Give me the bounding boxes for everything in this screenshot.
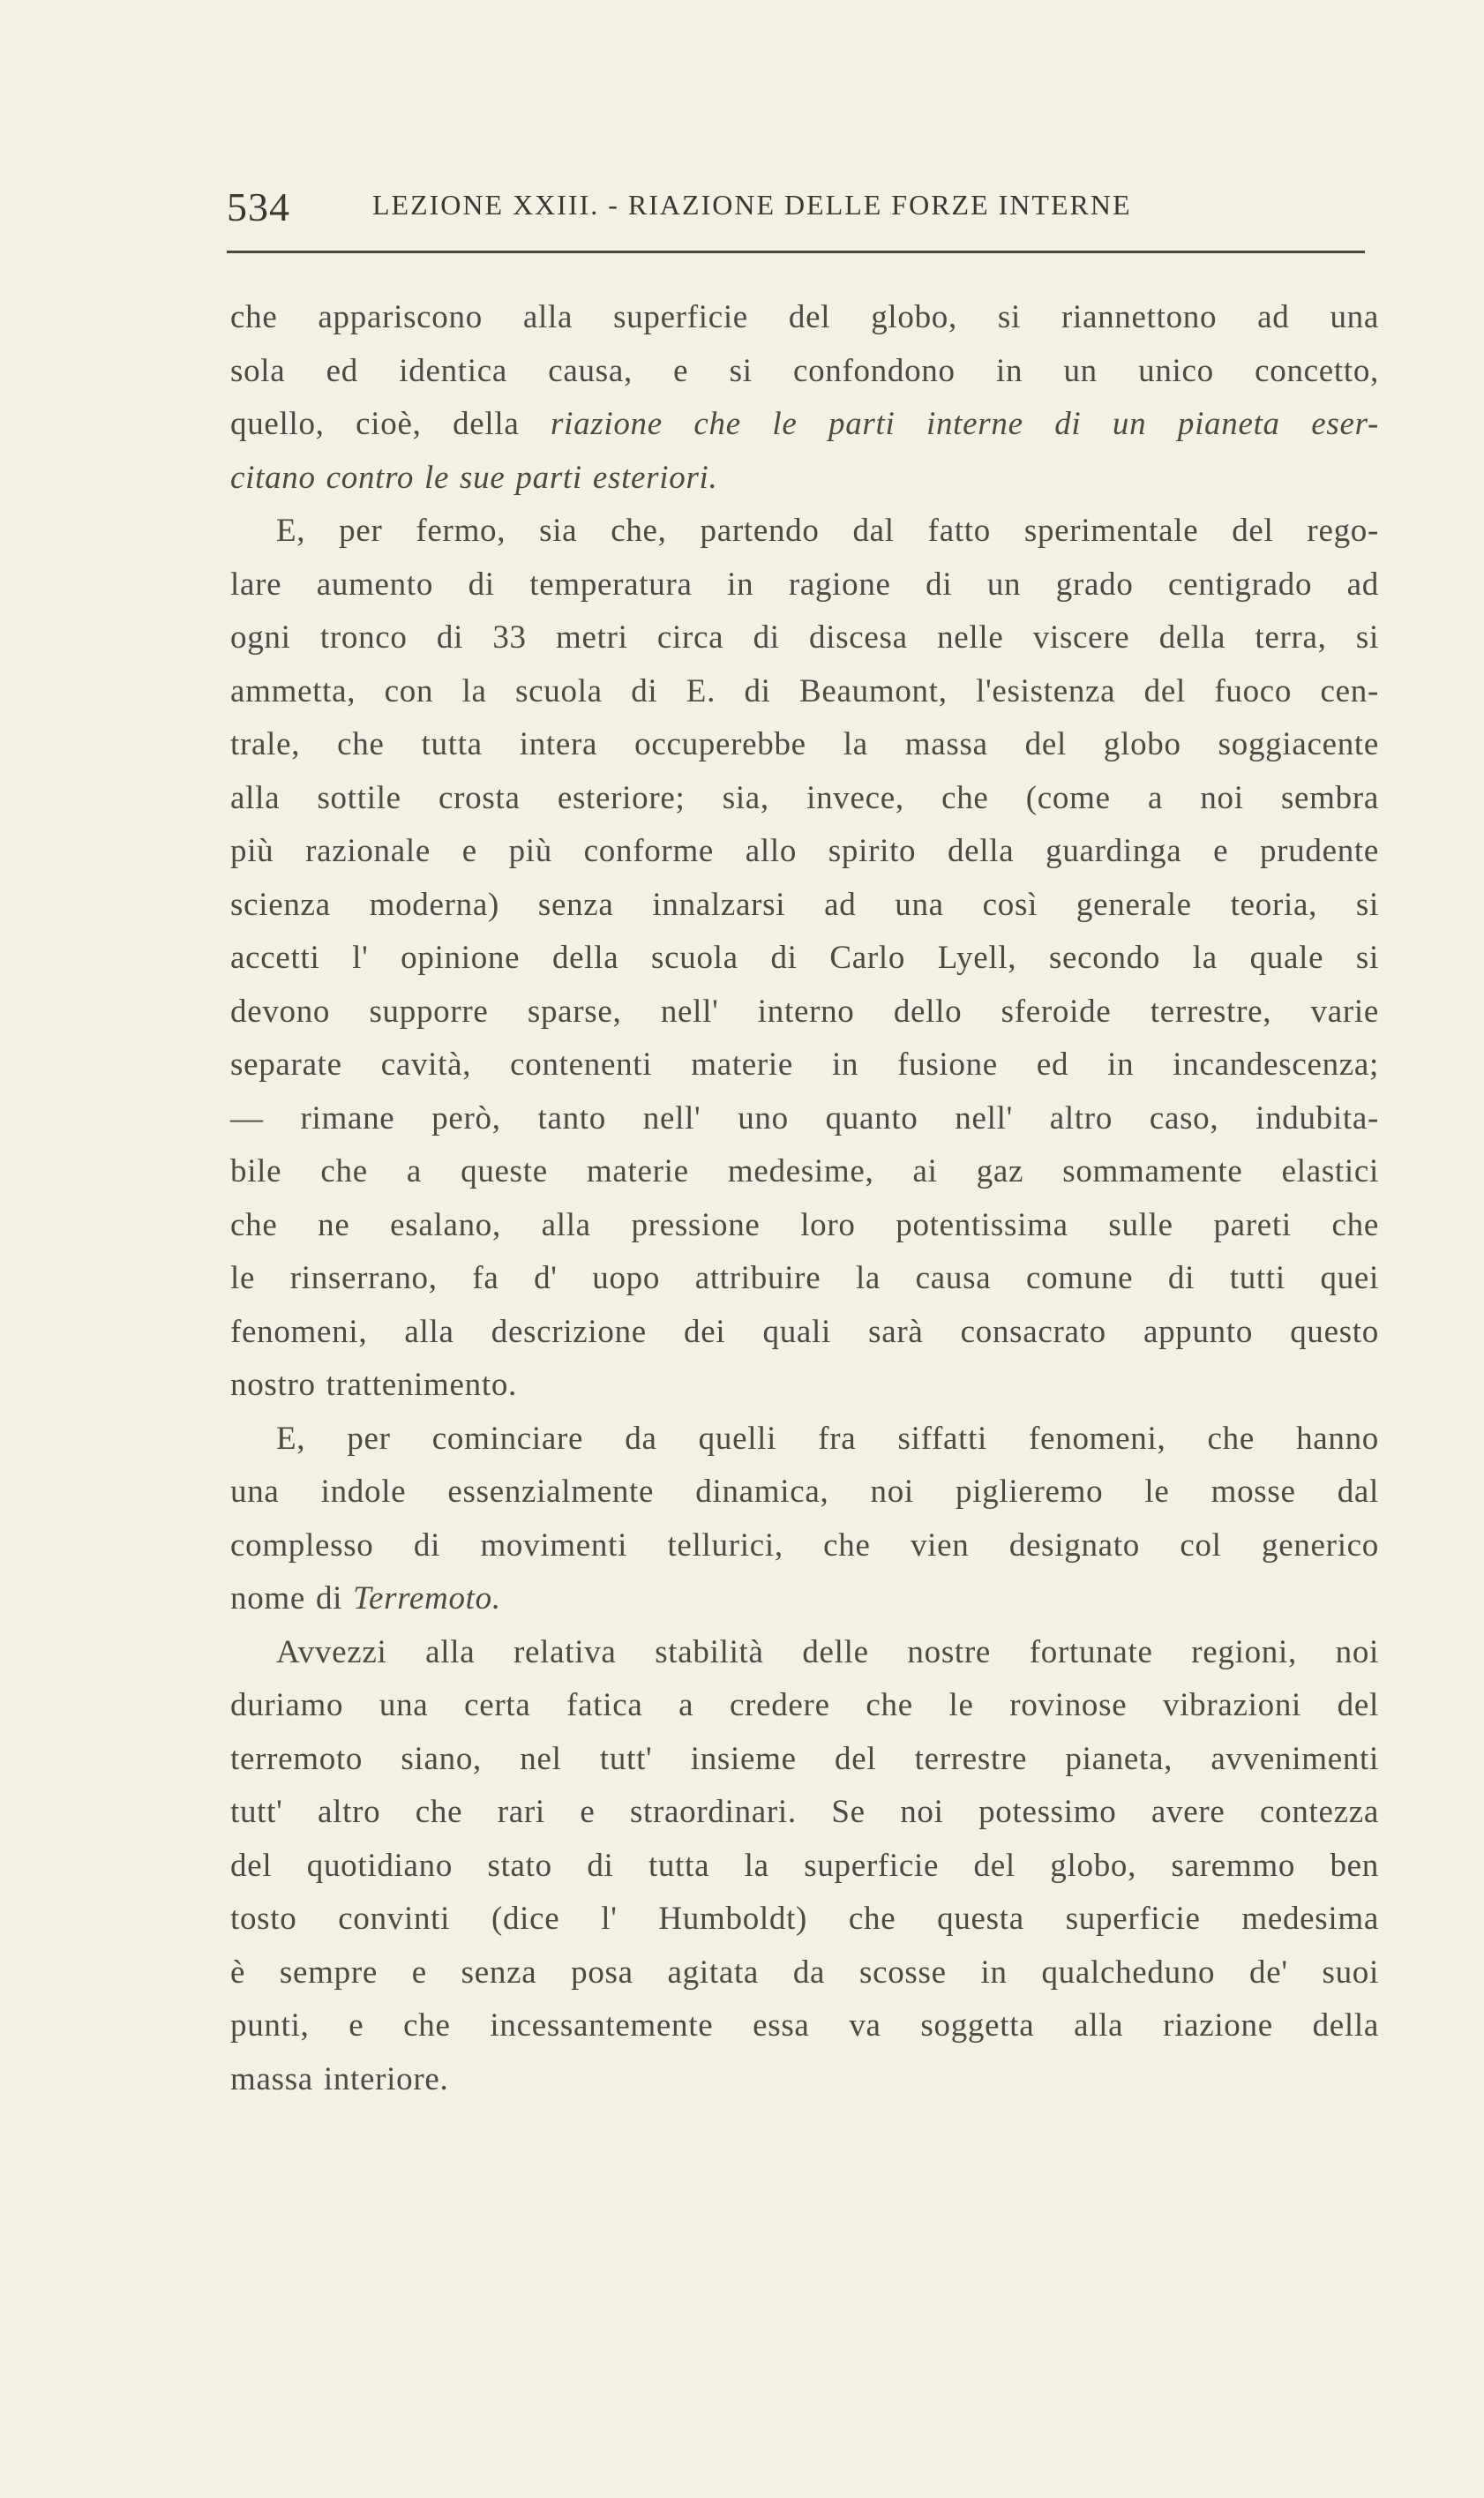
text-line: bile che a queste materie medesime, ai gaz sommamente elastici xyxy=(230,1153,1379,1189)
text-line: più razionale e più conforme allo spirito della guardinga e prudente xyxy=(230,833,1379,869)
text-run: quello, cioè, della xyxy=(230,406,551,442)
text-line: ammetta, con la scuola di E. di Beaumont, l'esistenza del fuoco cen- xyxy=(230,672,1379,709)
text-line: del quotidiano stato di tutta la superficie del globo, saremmo ben xyxy=(230,1847,1379,1884)
paragraph-2 xyxy=(230,505,1379,1413)
text-line: fenomeni, alla descrizione dei quali sarà consacrato appunto questo xyxy=(230,1313,1379,1350)
body-text xyxy=(230,291,1379,2106)
text-line: nostro trattenimento. xyxy=(230,1367,517,1403)
paragraph-4 xyxy=(230,1626,1379,2107)
text-line: una indole essenzialmente dinamica, noi piglieremo le mosse dal xyxy=(230,1474,1379,1510)
text-line: accetti l' opinione della scuola di Carlo Lyell, secondo la quale si xyxy=(230,940,1379,976)
text-line: tutt' altro che rari e straordinari. Se noi potessimo avere contezza xyxy=(230,1794,1379,1830)
text-line xyxy=(230,452,1379,506)
italic-run: riazione che le parti interne di un pianeta eser- xyxy=(551,406,1379,442)
text-line xyxy=(230,398,1379,452)
text-line: lare aumento di temperatura in ragione di un grado centigrado ad xyxy=(230,566,1379,603)
text-line: — rimane però, tanto nell' uno quanto nell' altro caso, indubita- xyxy=(230,1099,1379,1136)
header-rule xyxy=(227,251,1365,253)
text-line: Avvezzi alla relativa stabilità delle nostre fortunate regioni, noi xyxy=(276,1633,1379,1670)
text-line: E, per fermo, sia che, partendo dal fatto sperimentale del rego- xyxy=(276,513,1379,549)
text-line: scienza moderna) senza innalzarsi ad una così generale teoria, si xyxy=(230,886,1379,923)
italic-run: citano contro le sue parti esteriori. xyxy=(230,459,718,496)
text-line: tosto convinti (dice l' Humboldt) che questa superficie medesima xyxy=(230,1901,1379,1937)
text-line: duriamo una certa fatica a credere che le rovinose vibrazioni del xyxy=(230,1687,1379,1723)
text-line: sola ed identica causa, e si confondono in un unico concetto, xyxy=(230,352,1379,389)
page-number: 534 xyxy=(227,184,290,229)
text-line xyxy=(230,1572,1379,1626)
text-line: ogni tronco di 33 metri circa di discesa nelle viscere della terra, si xyxy=(230,619,1379,656)
text-line: massa interiore. xyxy=(230,2060,449,2097)
text-line: le rinserrano, fa d' uopo attribuire la causa comune di tutti quei xyxy=(230,1260,1379,1296)
text-line: che ne esalano, alla pressione loro potentissima sulle pareti che xyxy=(230,1206,1379,1243)
paragraph-3 xyxy=(230,1413,1379,1626)
text-line: E, per cominciare da quelli fra siffatti fenomeni, che hanno xyxy=(276,1420,1379,1457)
text-run: nome di xyxy=(230,1580,354,1617)
text-line: separate cavità, contenenti materie in fusione ed in incandescenza; xyxy=(230,1046,1379,1083)
text-line: complesso di movimenti tellurici, che vien designato col generico xyxy=(230,1527,1379,1564)
text-line: punti, e che incessantemente essa va soggetta alla riazione della xyxy=(230,2007,1379,2044)
paragraph-1 xyxy=(230,291,1379,505)
italic-run: Terremoto. xyxy=(353,1580,501,1617)
text-line: trale, che tutta intera occuperebbe la massa del globo soggiacente xyxy=(230,726,1379,762)
page-header xyxy=(227,184,1365,236)
text-line: terremoto siano, nel tutt' insieme del terrestre pianeta, avvenimenti xyxy=(230,1740,1379,1777)
text-line: alla sottile crosta esteriore; sia, invece, che (come a noi sembra xyxy=(230,779,1379,816)
text-line: che appariscono alla superficie del globo, si riannettono ad una xyxy=(230,299,1379,335)
running-head: LEZIONE XXIII. - RIAZIONE DELLE FORZE INTERNE xyxy=(372,189,1132,221)
text-line: è sempre e senza posa agitata da scosse in qualcheduno de' suoi xyxy=(230,1954,1379,1991)
text-line: devono supporre sparse, nell' interno dello sferoide terrestre, varie xyxy=(230,993,1379,1030)
